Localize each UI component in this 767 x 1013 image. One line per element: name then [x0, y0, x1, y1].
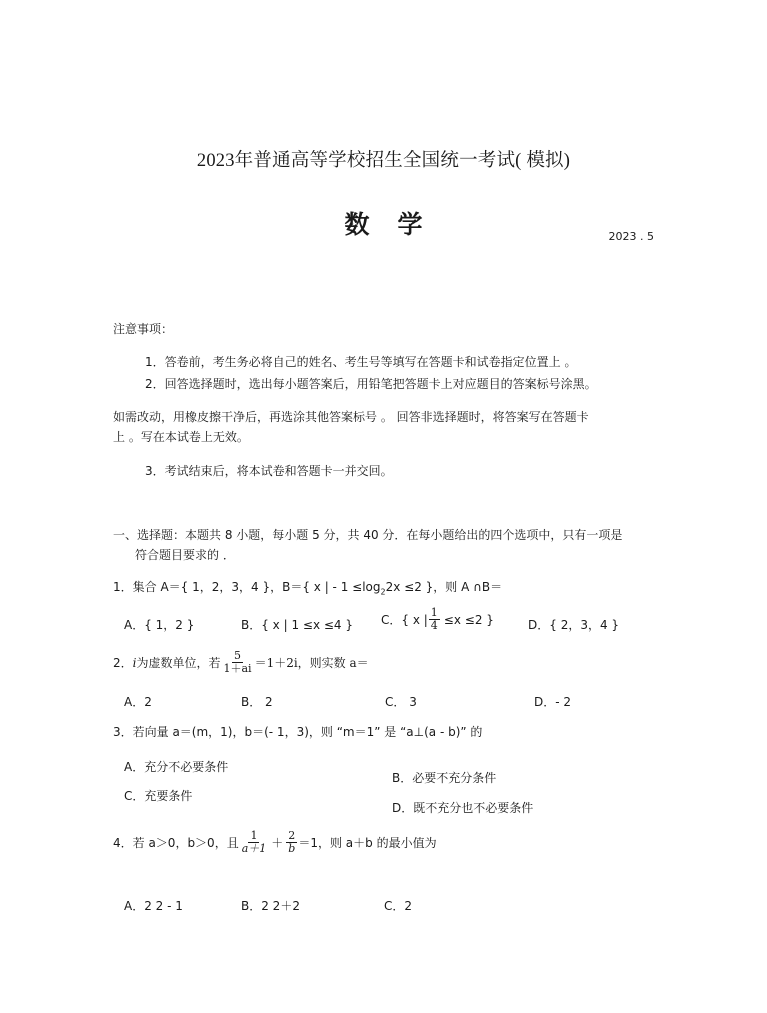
exam-date: 2023 . 5	[608, 230, 654, 243]
q4-fraction-1	[240, 830, 269, 855]
question-2-stem	[113, 650, 369, 675]
q2-stem-part-c: ＝1＋2i，则实数 a＝	[254, 655, 369, 670]
question-3-stem: 3．若向量 a＝(m，1)，b＝(- 1，3)，则 “m＝1” 是 “a⊥(a - b)” 的	[113, 725, 483, 739]
notice-item-1: 1．答卷前，考生务必将自己的姓名、考生号等填写在答题卡和试卷指定位置上 。	[145, 355, 577, 369]
q1-option-c-part-a: C．{ x |	[381, 612, 428, 627]
q2-stem-part-b: 为虚数单位，若	[136, 655, 221, 670]
q2-fraction	[222, 650, 254, 675]
q4-stem-part-b: ＝1，则 a＋b 的最小值为	[298, 835, 437, 850]
q1-log-base: 2	[380, 587, 386, 597]
q4-option-c: C．2	[384, 899, 413, 913]
q1-c-frac-den: 4	[430, 619, 438, 632]
q2-option-a: A．2	[124, 695, 152, 709]
notice-item-2-continued: 如需改动，用橡皮擦干净后，再选涂其他答案标号 。 回答非选择题时，将答案写在答题卡	[113, 410, 589, 424]
q2-imag-unit: i	[132, 655, 137, 670]
section-heading-cont: 符合题目要求的 ．	[135, 548, 235, 562]
q2-option-b: B． 2	[241, 695, 273, 709]
q4-f1-num: 1	[250, 829, 258, 842]
notice-heading: 注意事项：	[113, 322, 174, 336]
notice-item-2: 2．回答选择题时，选出每小题答案后，用铅笔把答题卡上对应题目的答案标号涂黑。	[145, 377, 597, 391]
q2-frac-den: 1＋ai	[223, 662, 252, 675]
q4-fraction-2	[286, 830, 297, 855]
q1-option-c-fraction	[429, 607, 440, 632]
q3-option-a: A．充分不必要条件	[124, 760, 229, 774]
q1-c-frac-num: 1	[430, 606, 438, 619]
q2-option-d: D．- 2	[534, 695, 572, 709]
q1-option-a: A．{ 1，2 }	[124, 618, 195, 632]
question-4-stem	[113, 830, 437, 855]
notice-item-3: 3．考试结束后，将本试卷和答题卡一并交回。	[145, 464, 393, 478]
q1-option-c	[381, 607, 494, 632]
q3-option-c: C．充要条件	[124, 789, 193, 803]
q3-option-d: D．既不充分也不必要条件	[392, 801, 534, 815]
q4-f1-den: a＋1	[241, 842, 267, 855]
q3-option-b: B．必要不充分条件	[392, 771, 497, 785]
q1-option-b: B．{ x | 1 ≤x ≤4 }	[241, 618, 354, 632]
notice-item-2-continued-2: 上 。写在本试卷上无效。	[113, 430, 249, 444]
section-heading: 一、选择题：本题共 8 小题，每小题 5 分，共 40 分．在每小题给出的四个选项中，只有一项是	[113, 528, 623, 542]
q2-stem-part-a: 2．	[113, 655, 133, 670]
subject-title: 数学	[344, 210, 451, 239]
q2-frac-num: 5	[234, 649, 242, 662]
q1-option-d: D．{ 2，3，4 }	[528, 618, 620, 632]
q4-stem-part-a: 4．若 a＞0，b＞0，且	[113, 835, 239, 850]
q4-plus: ＋	[271, 835, 284, 850]
q4-option-a: A．2 2 - 1	[124, 899, 183, 913]
exam-title: 2023年普通高等学校招生全国统一考试( 模拟)	[196, 151, 571, 171]
q2-option-c: C． 3	[385, 695, 417, 709]
q1-stem-part-b: 2x ≤2 }，则 A ∩B＝	[385, 580, 503, 594]
question-1-stem	[113, 578, 502, 601]
q4-option-b: B．2 2＋2	[241, 899, 300, 913]
q1-option-c-part-b: ≤x ≤2 }	[443, 612, 494, 627]
q1-stem-part-a: 1．集合 A＝{ 1，2，3，4 }，B＝{ x | - 1 ≤log	[113, 580, 381, 594]
q4-f2-den: b	[288, 842, 296, 855]
q4-f2-num: 2	[288, 829, 296, 842]
